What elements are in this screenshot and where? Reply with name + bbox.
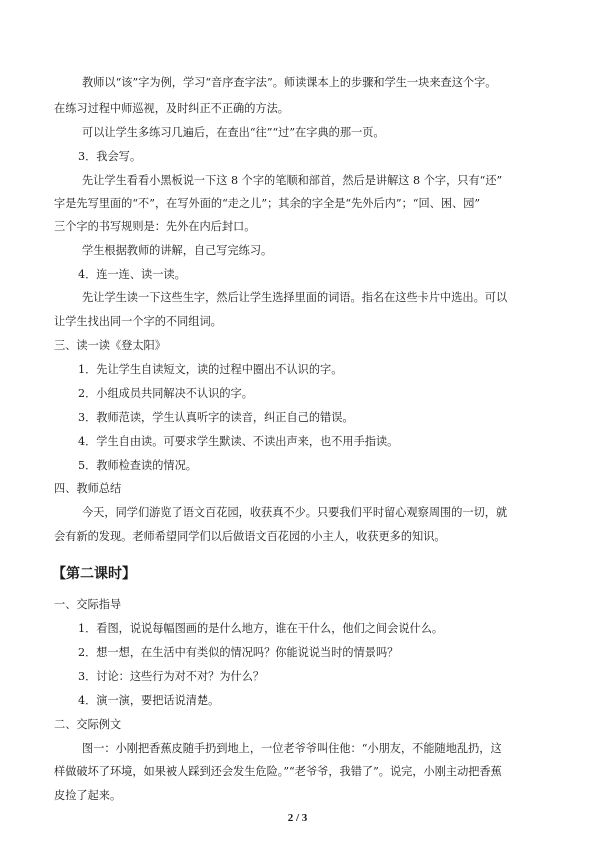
lesson-heading: 【第二课时】	[52, 566, 136, 582]
paragraph-line: 今天，同学们游览了语文百花园，收获真不少。只要我们平时留心观察周围的一切，就	[82, 506, 508, 519]
list-item: 4．学生自由读。可要求学生默读、不读出声来，也不用手指读。	[78, 435, 399, 448]
list-item: 4．连一连、读一读。	[78, 268, 186, 281]
list-item: 3．教师范读，学生认真听字的读音，纠正自己的错误。	[78, 411, 354, 424]
section-heading: 二、交际例文	[54, 718, 122, 731]
paragraph-line: 可以让学生多练习几遍后，在查出“往”“过”在字典的那一页。	[82, 126, 385, 139]
paragraph-line: 教师以“该”字为例，学习“音序查字法”。师读课本上的步骤和学生一块来查这个字。	[82, 76, 497, 89]
list-item: 2．小组成员共同解决不认识的字。	[78, 387, 253, 400]
paragraph-line: 让学生找出同一个字的不同组词。	[54, 315, 222, 328]
section-heading: 三、读一读《登太阳》	[54, 339, 166, 352]
section-heading: 四、教师总结	[54, 482, 122, 495]
paragraph-line: 在练习过程中师巡视，及时纠正不正确的方法。	[54, 102, 289, 115]
paragraph-line: 会有新的发现。老师希望同学们以后做语文百花园的小主人，收获更多的知识。	[54, 530, 446, 543]
paragraph-line: 图一：小刚把香蕉皮随手扔到地上，一位老爷爷叫住他：“小朋友，不能随地乱扔，这	[82, 742, 502, 755]
list-item: 4．演一演，要把话说清楚。	[78, 694, 220, 707]
paragraph-line: 皮捡了起来。	[54, 789, 122, 802]
list-item: 3．讨论：这些行为对不对？为什么？	[78, 670, 265, 683]
paragraph-line: 字是先写里面的“不”，在写外面的“走之儿”；其余的字全是“先外后内”；“回、困、园”	[54, 197, 481, 210]
paragraph-line: 先让学生看看小黑板说一下这 8 个字的笔顺和部首，然后是讲解这 8 个字，只有“还”	[82, 174, 503, 187]
paragraph-line: 样做破坏了环境，如果被人踩到还会发生危险。”“老爷爷，我错了”。说完，小刚主动把香蕉	[54, 765, 502, 778]
section-heading: 一、交际指导	[54, 598, 122, 611]
paragraph-line: 先让学生读一下这些生字，然后让学生选择里面的词语。指名在这些卡片中选出。可以	[82, 291, 508, 304]
list-item: 1．看图，说说每幅图画的是什么地方，谁在干什么，他们之间会说什么。	[78, 622, 444, 635]
list-item: 1．先让学生自读短文，读的过程中圈出不认识的字。	[78, 363, 343, 376]
list-item: 5．教师检查读的情况。	[78, 459, 197, 472]
paragraph-line: 三个字的书写规则是：先外在内后封口。	[54, 220, 256, 233]
page-number: 2 / 3	[287, 812, 308, 824]
paragraph-line: 学生根据教师的讲解，自己写完练习。	[82, 244, 273, 257]
list-item: 3．我会写。	[78, 150, 142, 163]
list-item: 2．想一想，在生活中有类似的情况吗？你能说说当时的情景吗？	[78, 646, 399, 659]
